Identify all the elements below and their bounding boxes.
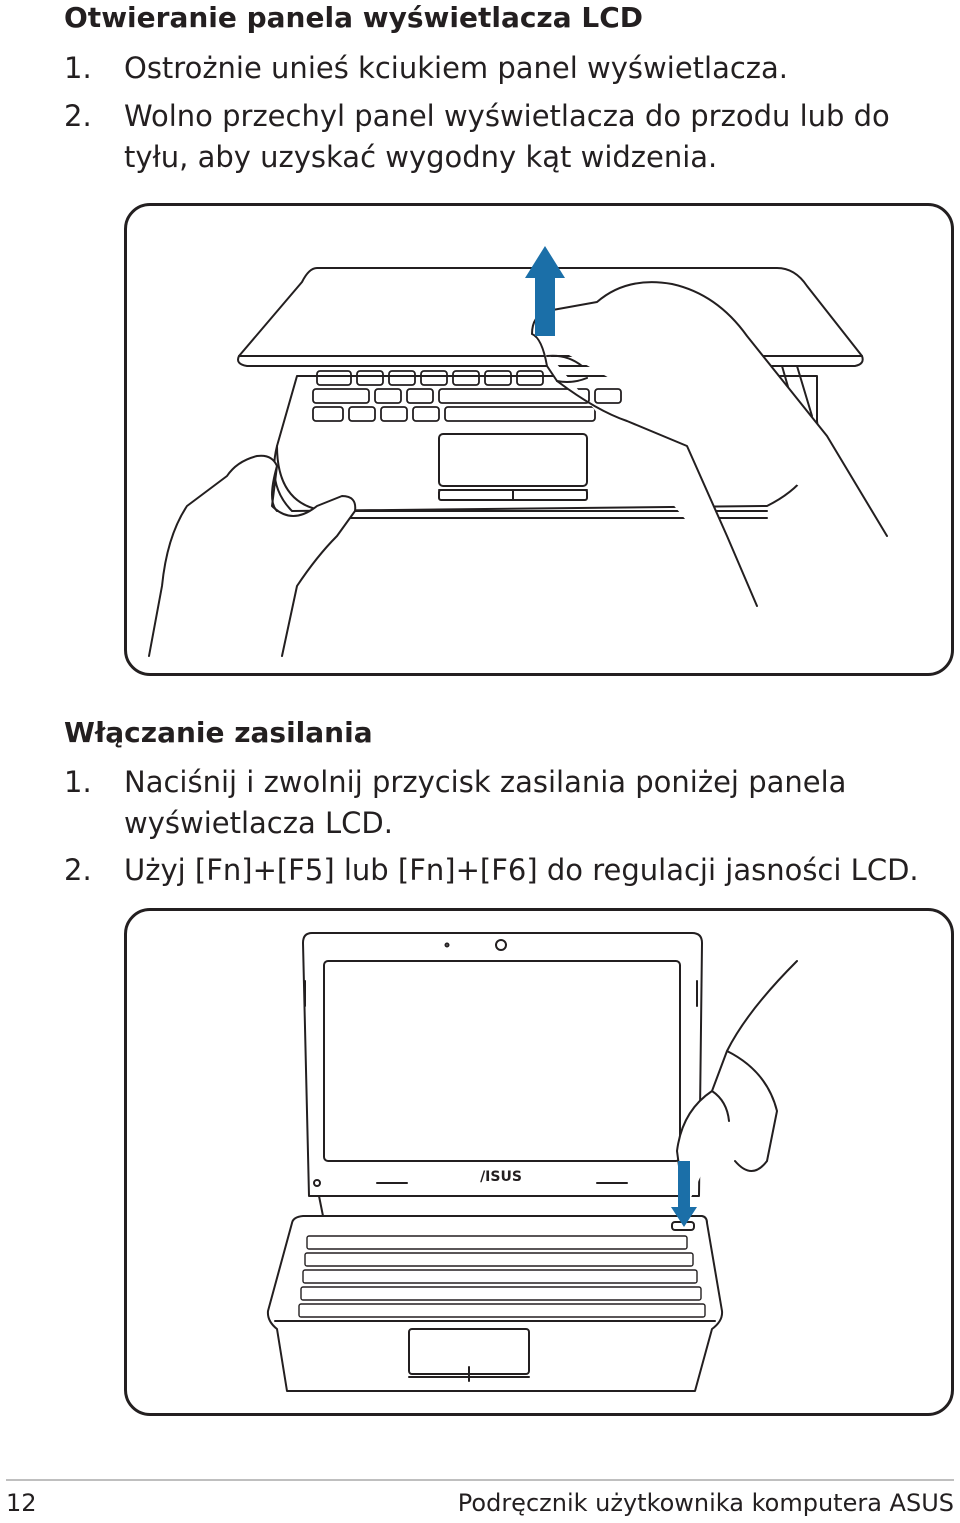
list-item: [64, 48, 940, 89]
illustration-open-lid: [124, 203, 954, 676]
webcam-icon: [496, 940, 506, 950]
step-number: 2.: [64, 853, 92, 887]
laptop-power-drawing: [127, 911, 951, 1413]
power-led-icon: [314, 1180, 320, 1186]
asus-logo: /ISUS: [480, 1169, 522, 1185]
step-number: 1.: [64, 51, 92, 85]
keyboard: [299, 1236, 705, 1317]
laptop-lid: [303, 933, 702, 1196]
step-text: Naciśnij i zwolnij przycisk zasilania poniżej panela wyświetlacza LCD.: [124, 765, 847, 840]
hand-right: [677, 961, 797, 1211]
footer-title: Podręcznik użytkownika komputera ASUS: [457, 1489, 954, 1517]
laptop-lid-opening-drawing: [127, 206, 951, 673]
list-item: [64, 762, 940, 844]
page-number: 12: [6, 1489, 37, 1517]
step-text: Wolno przechyl panel wyświetlacza do przodu lub do tyłu, aby uzyskać wygodny kąt widzenia.: [124, 99, 890, 174]
step-text: Ostrożnie unieś kciukiem panel wyświetlacza.: [124, 51, 789, 85]
list-item: [64, 96, 940, 178]
list-item: [64, 850, 940, 891]
step-text: Użyj [Fn]+[F5] lub [Fn]+[F6] do regulacji jasności LCD.: [124, 853, 919, 887]
section-heading-power-on: Włączanie zasilania: [64, 716, 373, 749]
footer-rule: [6, 1479, 954, 1481]
step-number: 1.: [64, 765, 92, 799]
step-number: 2.: [64, 99, 92, 133]
screen: [324, 961, 680, 1161]
section-heading-open-lcd: Otwieranie panela wyświetlacza LCD: [64, 1, 644, 34]
illustration-power-button: [124, 908, 954, 1416]
